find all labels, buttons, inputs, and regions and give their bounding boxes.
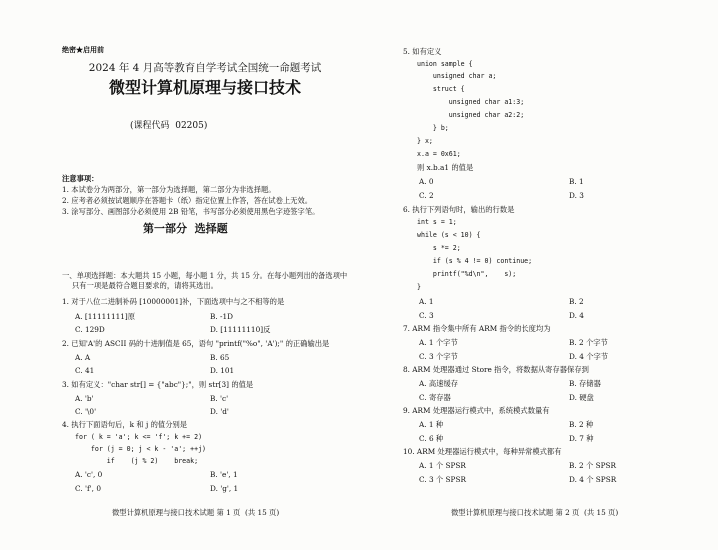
q9-option-b: B. 2 种 — [569, 420, 594, 429]
q8-option-c: C. 寄存器 — [419, 393, 451, 402]
q5-option-d: D. 3 — [569, 191, 584, 200]
q9-option-c: C. 6 种 — [419, 434, 444, 443]
q5-option-c: C. 2 — [419, 191, 434, 200]
confidential-mark: 绝密★启用前 — [62, 45, 104, 54]
exam-page-2 — [359, 0, 718, 550]
q10-option-c: C. 3 个 SPSR — [419, 475, 466, 484]
q1-stem: 1. 对于八位二进制补码 [10000001]补，下面选项中与之不相等的是 — [62, 297, 285, 306]
q3-option-a: A. 'b' — [75, 394, 94, 403]
course-code: (课程代码 02205) — [130, 121, 208, 131]
q1-option-c: C. 129D — [75, 325, 105, 334]
note-2: 2. 应考者必须按试题顺序在答题卡（纸）指定位置上作答，答在试卷上无效。 — [62, 196, 313, 205]
q5-stem: 5. 如有定义 — [403, 47, 442, 56]
q5-code-line-3: struct { — [417, 85, 465, 93]
q9-option-d: D. 7 种 — [569, 434, 594, 443]
q10-stem: 10. ARM 处理器运行模式中，每种异常模式都有 — [403, 447, 562, 456]
note-1: 1. 本试卷分为两部分，第一部分为选择题，第二部分为非选择题。 — [62, 185, 276, 194]
q1-option-a: A. [11111111]原 — [75, 312, 136, 321]
q4-code-line-1: for ( k = 'a'; k <= 'f'; k += 2) — [75, 433, 203, 441]
q10-option-a: A. 1 个 SPSR — [419, 461, 466, 470]
q5-code-line-4: unsigned char a1:3; — [417, 98, 525, 106]
q5-code-line-2: unsigned char a; — [417, 72, 497, 80]
q6-option-d: D. 4 — [569, 311, 584, 320]
q7-option-d: D. 4 个字节 — [569, 352, 609, 361]
q4-option-c: C. 'f', 0 — [75, 484, 101, 493]
q5-code-line-1: union sample { — [417, 60, 473, 68]
q2-option-b: B. 65 — [210, 353, 230, 362]
q4-code-line-3: if (j % 2) break; — [75, 457, 199, 465]
q3-option-c: C. '\0' — [75, 407, 97, 416]
q5-code-line-9: 则 x.b.a1 的值是 — [417, 163, 474, 172]
q10-option-d: D. 4 个 SPSR — [569, 475, 617, 484]
section-intro-line-2: 只有一项是最符合题目要求的，请将其选出。 — [72, 281, 218, 290]
q5-code-line-6: } b; — [417, 124, 449, 132]
q5-option-a: A. 0 — [419, 177, 434, 186]
q5-code-line-7: } x; — [417, 137, 433, 145]
q9-stem: 9. ARM 处理器运行模式中，系统模式数量有 — [403, 406, 550, 415]
q9-option-a: A. 1 种 — [419, 420, 444, 429]
part-one-title: 第一部分 选择题 — [143, 222, 228, 235]
q6-option-c: C. 3 — [419, 311, 434, 320]
q6-code-line-2: while (s < 10) { — [417, 231, 481, 239]
q3-stem: 3. 如有定义："char str[] = {"abc"};"，则 str[3] 的值是 — [62, 380, 254, 389]
q4-option-d: D. 'g', 1 — [210, 484, 239, 493]
q2-option-a: A. A — [75, 353, 91, 362]
q3-option-b: B. 'c' — [210, 394, 229, 403]
page-2-footer: 微型计算机原理与接口技术试题 第 2 页 (共 15 页) — [451, 508, 619, 517]
q7-option-b: B. 2 个字节 — [569, 338, 608, 347]
q7-option-c: C. 3 个字节 — [419, 352, 458, 361]
q3-option-d: D. 'd' — [210, 407, 229, 416]
note-3: 3. 涂写部分、画图部分必须使用 2B 铅笔，书写部分必须使用黑色字迹签字笔。 — [62, 207, 320, 216]
q6-code-line-1: int s = 1; — [417, 218, 457, 226]
q8-option-d: D. 硬盘 — [569, 393, 594, 402]
q2-stem: 2. 已知'A'的 ASCII 码的十进制值是 65，语句 "printf("%o", 'A');" 的正确输出是 — [62, 339, 330, 348]
q8-option-b: B. 存储器 — [569, 379, 601, 388]
q6-option-a: A. 1 — [419, 297, 434, 306]
q8-stem: 8. ARM 处理器通过 Store 指令，将数据从寄存器保存到 — [403, 365, 589, 374]
q6-code-line-3: s *= 2; — [417, 244, 461, 252]
q6-code-line-6: } — [417, 283, 421, 291]
q6-stem: 6. 执行下列语句时，输出的行数是 — [403, 205, 515, 214]
exam-title: 2024 年 4 月高等教育自学考试全国统一命题考试 — [88, 62, 322, 74]
q4-stem: 4. 执行下面语句后，k 和 j 的值分别是 — [62, 420, 188, 429]
section-intro-line-1: 一、单项选择题：本大题共 15 小题，每小题 1 分，共 15 分。在每小题列出的备选项中 — [62, 271, 348, 280]
notes-title: 注意事项： — [62, 174, 99, 183]
q6-code-line-4: if (s % 4 != 0) continue; — [417, 257, 533, 265]
q1-option-b: B. -1D — [210, 312, 233, 321]
page-1-footer: 微型计算机原理与接口技术试题 第 1 页 (共 15 页) — [112, 508, 280, 517]
q6-option-b: B. 2 — [569, 297, 584, 306]
q7-option-a: A. 1 个字节 — [419, 338, 458, 347]
q4-option-b: B. 'e', 1 — [210, 470, 238, 479]
q5-code-line-8: x.a = 0x61; — [417, 150, 461, 158]
q10-option-b: B. 2 个 SPSR — [569, 461, 616, 470]
q2-option-d: D. 101 — [210, 366, 235, 375]
q5-code-line-5: unsigned char a2:2; — [417, 111, 525, 119]
q2-option-c: C. 41 — [75, 366, 95, 375]
q6-code-line-5: printf("%d\n", s); — [417, 270, 517, 278]
q1-option-d: D. [11111110]反 — [210, 325, 271, 334]
subject-title: 微型计算机原理与接口技术 — [108, 78, 301, 97]
q4-code-line-2: for (j = 0; j < k - 'a'; ++j) — [75, 445, 207, 453]
q7-stem: 7. ARM 指令集中所有 ARM 指令的长度均为 — [403, 324, 551, 333]
q8-option-a: A. 高速缓存 — [419, 379, 459, 388]
q4-option-a: A. 'c', 0 — [75, 470, 103, 479]
q5-option-b: B. 1 — [569, 177, 584, 186]
